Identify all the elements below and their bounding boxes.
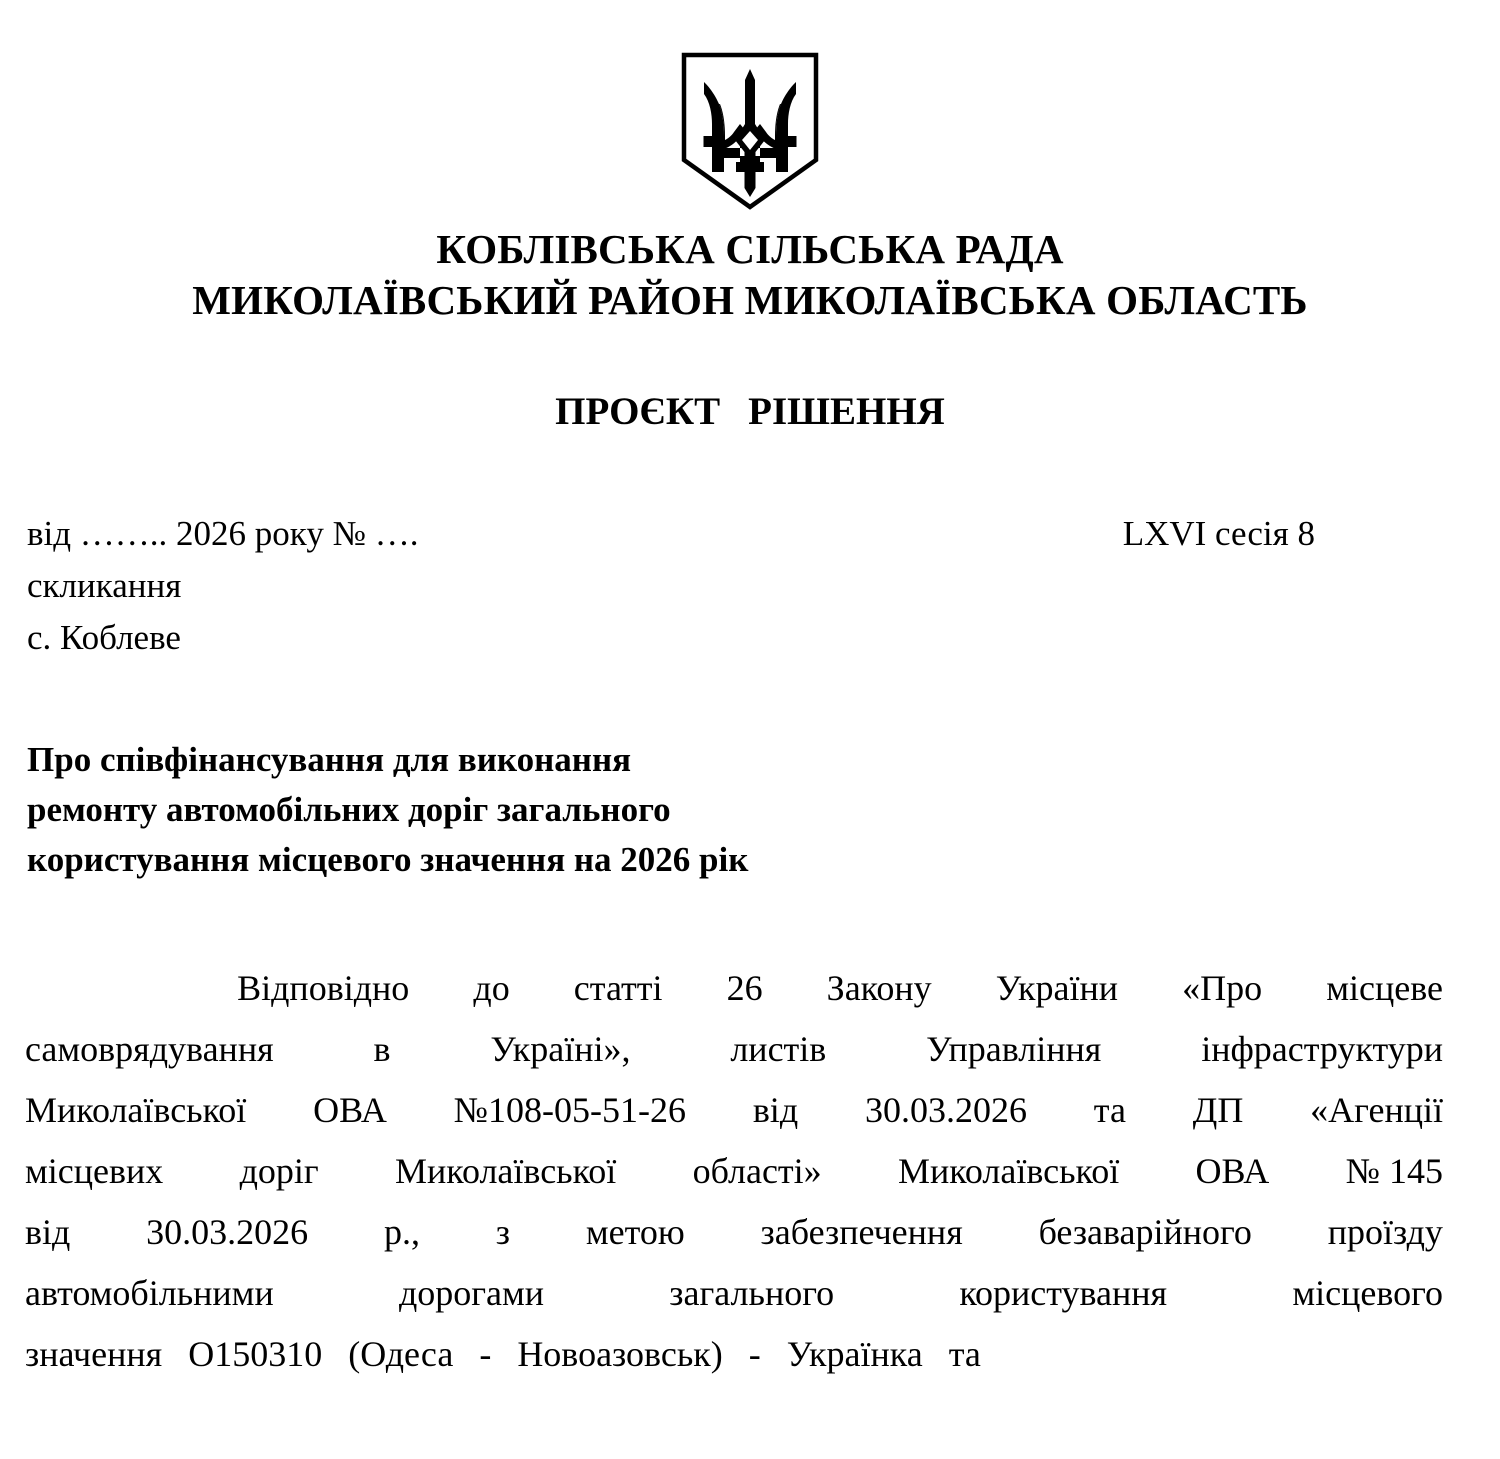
body-word: 30.03.2026 (146, 1212, 309, 1252)
body-word: проїзду (1327, 1212, 1443, 1252)
body-word: Закону (826, 968, 932, 1008)
body-word: самоврядування (25, 1029, 274, 1069)
body-word: України (995, 968, 1119, 1008)
body-word: Українка (786, 1334, 923, 1374)
body-word: місцевого (1292, 1273, 1443, 1313)
body-word: користування (959, 1273, 1168, 1313)
body-word: «Про (1182, 968, 1263, 1008)
body-word: «Агенції (1310, 1090, 1443, 1130)
body-word: статті (573, 968, 663, 1008)
body-word: в (373, 1029, 391, 1069)
body-word: та (1093, 1090, 1126, 1130)
document-meta (27, 508, 1442, 664)
body-word: області» (692, 1151, 822, 1191)
body-word: від (752, 1090, 799, 1130)
document-kind-word-1: ПРОЄКТ (555, 390, 721, 433)
body-word: 30.03.2026 (864, 1090, 1027, 1130)
coat-of-arms-container (0, 52, 1500, 210)
body-line (25, 958, 1443, 1019)
body-word: ДП (1192, 1090, 1244, 1130)
session-number: LXVI сесія 8 (1122, 514, 1315, 553)
body-word: загального (669, 1273, 835, 1313)
body-line (25, 1324, 1443, 1385)
body-word: ОВА (313, 1090, 387, 1130)
document-date-line: від …….. 2026 року № …. (27, 514, 419, 553)
organization-header (0, 224, 1500, 326)
body-line (25, 1141, 1443, 1202)
body-word: 26 (726, 968, 763, 1008)
body-word: місцеве (1326, 968, 1443, 1008)
body-word: - (479, 1334, 492, 1374)
convocation-label: скликання (27, 566, 182, 605)
body-word: з (495, 1212, 510, 1252)
body-word: ОВА (1195, 1151, 1270, 1191)
body-word: №108-05-51-26 (453, 1090, 686, 1130)
subject-line-3: користування місцевого значення на 2026 рік (27, 840, 749, 879)
body-word: Миколаївської (897, 1151, 1120, 1191)
body-word: листів (730, 1029, 827, 1069)
body-word: Миколаївської (25, 1090, 247, 1130)
body-line (25, 1019, 1443, 1080)
body-word: до (473, 968, 510, 1008)
subject-line-2: ремонту автомобільних доріг загального (27, 790, 671, 829)
document-kind-title (0, 389, 1500, 435)
place-label: с. Коблеве (27, 618, 181, 657)
body-word: Новоазовськ) (517, 1334, 723, 1374)
meta-row-date-session (27, 508, 1442, 560)
paragraph-indent (25, 958, 173, 1019)
body-line (25, 1263, 1443, 1324)
body-line (25, 1202, 1443, 1263)
body-word: Україні», (490, 1029, 631, 1069)
body-word: № 145 (1345, 1151, 1443, 1191)
org-header-line-2: МИКОЛАЇВСЬКИЙ РАЙОН МИКОЛАЇВСЬКА ОБЛАСТЬ (192, 277, 1308, 323)
body-paragraph (25, 958, 1443, 1385)
body-word: від (25, 1212, 71, 1252)
body-word: інфраструктури (1201, 1029, 1443, 1069)
body-word: (Одеса (348, 1334, 454, 1374)
body-word: безаварійного (1038, 1212, 1252, 1252)
body-word: дорогами (398, 1273, 545, 1313)
body-word: автомобільними (25, 1273, 274, 1313)
ukraine-trident-coat-of-arms-icon (681, 52, 819, 210)
body-word: Управління (926, 1029, 1102, 1069)
document-kind-word-2: РІШЕННЯ (748, 390, 945, 433)
body-word: забезпечення (760, 1212, 963, 1252)
body-word: Відповідно (237, 968, 410, 1008)
subject-line-1: Про співфінансування для виконання (27, 740, 632, 779)
body-word: О150310 (188, 1334, 323, 1374)
document-subject (27, 735, 1127, 885)
body-word: значення (25, 1334, 163, 1374)
org-header-line-1: КОБЛІВСЬКА СІЛЬСЬКА РАДА (436, 226, 1064, 272)
body-word: доріг (239, 1151, 319, 1191)
body-line (25, 1080, 1443, 1141)
body-word: місцевих (25, 1151, 164, 1191)
body-word: Миколаївської (395, 1151, 617, 1191)
body-word: та (948, 1334, 981, 1374)
body-word: - (748, 1334, 761, 1374)
body-word: р., (383, 1212, 420, 1252)
body-word: метою (585, 1212, 685, 1252)
